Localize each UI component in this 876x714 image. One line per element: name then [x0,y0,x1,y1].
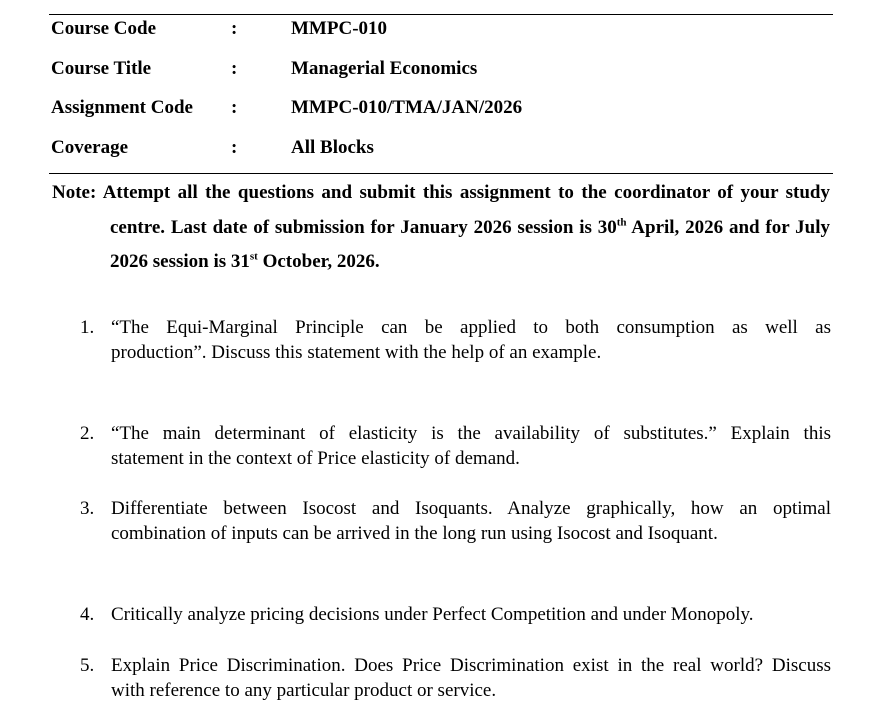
course-code-value: MMPC-010 [291,18,388,39]
question-item [80,422,831,471]
note-line-2-text: April, 2026 and for July [626,216,830,238]
question-item [80,654,831,703]
note-line-2-text: centre. Last date of submission for January 2026 session is 30 [110,216,617,238]
course-code-row [49,15,833,55]
question-text: Differentiate between Isocost and Isoquants. Analyze graphically, how an optimal [111,498,831,519]
colon: : [231,18,238,39]
question-item [80,497,831,546]
question-text: combination of inputs can be arrived in the long run using Isocost and Isoquant. [111,522,718,544]
question-text: “The Equi-Marginal Principle can be applied to both consumption as well as [111,317,831,338]
question-item [80,316,831,365]
question-number: 2. [80,423,95,444]
question-number: 3. [80,498,95,519]
coverage-label: Coverage [51,136,129,158]
note-line-3-text: October, 2026. [257,251,380,272]
question-text: production”. Discuss this statement with the help of an example. [111,341,602,363]
coverage-row [49,134,833,174]
question-number: 1. [80,317,95,338]
superscript: th [616,216,627,229]
submission-note [52,176,830,280]
colon: : [231,97,238,118]
question-item [80,603,831,628]
note-line-3 [52,245,830,280]
question-number: 4. [80,604,95,625]
note-line-1: Note: Attempt all the questions and submit this assignment to the coordinator of your study [52,182,830,203]
question-text: statement in the context of Price elasticity of demand. [111,447,520,469]
colon: : [231,57,238,79]
coverage-value: All Blocks [291,136,374,158]
note-line-2 [52,211,830,246]
course-info-table [49,14,833,174]
colon: : [231,136,238,158]
course-title-value: Managerial Economics [291,57,478,79]
note-line-3-text: 2026 session is 31 [110,251,250,272]
superscript: st [249,250,258,263]
question-text: Explain Price Discrimination. Does Price Discrimination exist in the real world? Discuss [111,655,831,676]
course-code-label: Course Code [51,18,157,39]
question-text: “The main determinant of elasticity is the availability of substitutes.” Explain this [111,423,831,444]
assignment-code-label: Assignment Code [51,97,193,118]
assignment-code-row [49,94,833,134]
question-text: Critically analyze pricing decisions under Perfect Competition and under Monopoly. [111,604,754,625]
question-number: 5. [80,655,95,676]
course-title-row [49,55,833,95]
question-text: with reference to any particular product or service. [111,679,497,701]
course-title-label: Course Title [51,57,152,79]
assignment-code-value: MMPC-010/TMA/JAN/2026 [291,97,523,118]
